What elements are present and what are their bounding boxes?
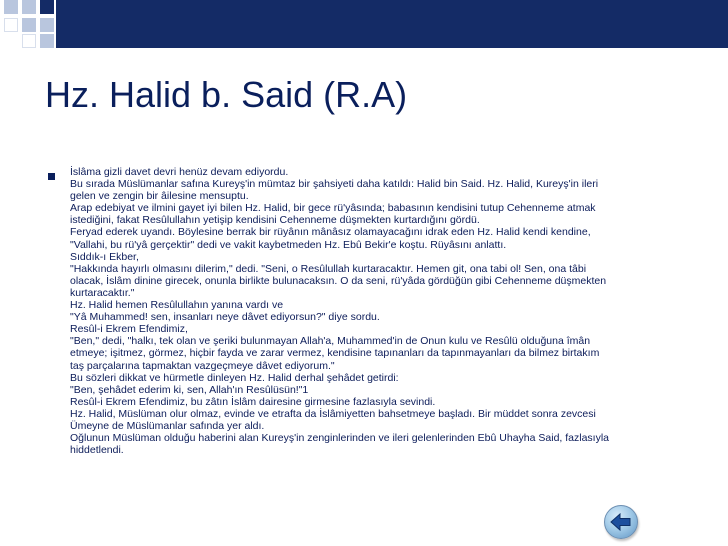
body-line: "Ben, şehâdet ederim ki, sen, Allah'ın Resûlüsün!"1 xyxy=(70,383,309,396)
body-line: Resûl-i Ekrem Efendimiz, bu zâtın İslâm dairesine girmesine fazlasıyla sevindi. xyxy=(70,395,436,408)
body-line: etmeye; işitmez, görmez, hiçbir fayda ve zarar vermez, kendisine tapınanları da tapınmayanları da bilmez birtakım xyxy=(70,347,600,360)
body-line: Resûl-i Ekrem Efendimiz, xyxy=(70,323,188,336)
body-line: "Ben," dedi, "halkı, tek olan ve şeriki bulunmayan Allah'a, Muhammed'in de Onun kulu ve Resûlü olduğuna îmân xyxy=(70,335,591,348)
body-line: Sıddık-ı Ekber, xyxy=(70,250,139,263)
decor-square xyxy=(22,0,36,14)
corner-squares-decoration xyxy=(0,0,52,46)
square-bullet-icon xyxy=(48,173,55,180)
body-line: Arap edebiyat ve ilmini gayet iyi bilen Hz. Halid, bir gece rü'yâsında; babasının kendisini tutup Cehenneme atmak xyxy=(70,202,596,215)
body-line: "Hakkında hayırlı olmasını dilerim," dedi. "Seni, o Resûlullah kurtaracaktır. Hemen git, ona tabi ol! Sen, ona tâbi xyxy=(70,262,587,275)
decor-square xyxy=(22,34,36,48)
body-line: olacak, İslâm dinine girecek, onunla birlikte bulunacaksın. O da seni, rü'yâda gördüğün gibi Cehenneme düşmekten xyxy=(70,274,607,287)
body-line: "Vallahi, bu rü'yâ gerçektir" dedi ve vakit kaybetmeden Hz. Ebû Bekir'e koştu. Rüyâsını anlattı. xyxy=(70,238,507,251)
decor-square xyxy=(4,18,18,32)
slide-body-text xyxy=(70,166,720,456)
decor-square xyxy=(22,18,36,32)
body-line: Bu sırada Müslümanlar safına Kureyş'in mümtaz bir şahsiyeti daha katıldı: Halid bin Said. Hz. Halid, Kureyş'in ileri xyxy=(70,178,599,191)
body-line: Bu sözleri dikkat ve hürmetle dinleyen Hz. Halid derhal şehâdet getirdi: xyxy=(70,371,399,384)
body-line: Hz. Halid, Müslüman olur olmaz, evinde ve etrafta da İslâmiyetten bahsetmeye başladı. Bir müddet sonra zevcesi xyxy=(70,407,596,420)
back-button[interactable] xyxy=(604,505,638,539)
body-line: İslâma gizli davet devri henüz devam ediyordu. xyxy=(70,166,289,178)
body-line: "Yâ Muhammed! sen, insanları neye dâvet ediyorsun?" diye sordu. xyxy=(70,311,380,324)
body-line: istediğini, fakat Resûlullahın yetişip kendisini Cehenneme düşmekten kurtardığını gördü. xyxy=(70,214,480,227)
body-line: Ümeyne de Müslümanlar safında yer aldı. xyxy=(70,419,265,432)
body-line: gelen ve zengin bir âilesine mensuptu. xyxy=(70,190,249,203)
decor-square xyxy=(4,0,18,14)
back-arrow-icon xyxy=(610,512,632,532)
body-line: hiddetlendi. xyxy=(70,444,124,457)
decor-square xyxy=(40,18,54,32)
decor-square xyxy=(40,0,54,14)
body-line: kurtaracaktır." xyxy=(70,286,135,299)
body-line: Feryad ederek uyandı. Böylesine berrak bir rüyânın mânâsız olamayacağını idrak eden Hz. Halid kendi kendine, xyxy=(70,226,591,239)
slide-title: Hz. Halid b. Said (R.A) xyxy=(45,74,408,115)
body-line: Hz. Halid hemen Resûlullahın yanına vardı ve xyxy=(70,299,284,312)
body-line: Oğlunun Müslüman olduğu haberini alan Kureyş'in zenginlerinden ve ileri gelenlerinden Ebû Uhayha Said, fazlasıyla xyxy=(70,432,610,445)
body-line: taş parçalarına tapmaktan vazgeçmeye dâvet ediyorum." xyxy=(70,359,335,372)
header-bar xyxy=(56,0,728,48)
decor-square xyxy=(40,34,54,48)
